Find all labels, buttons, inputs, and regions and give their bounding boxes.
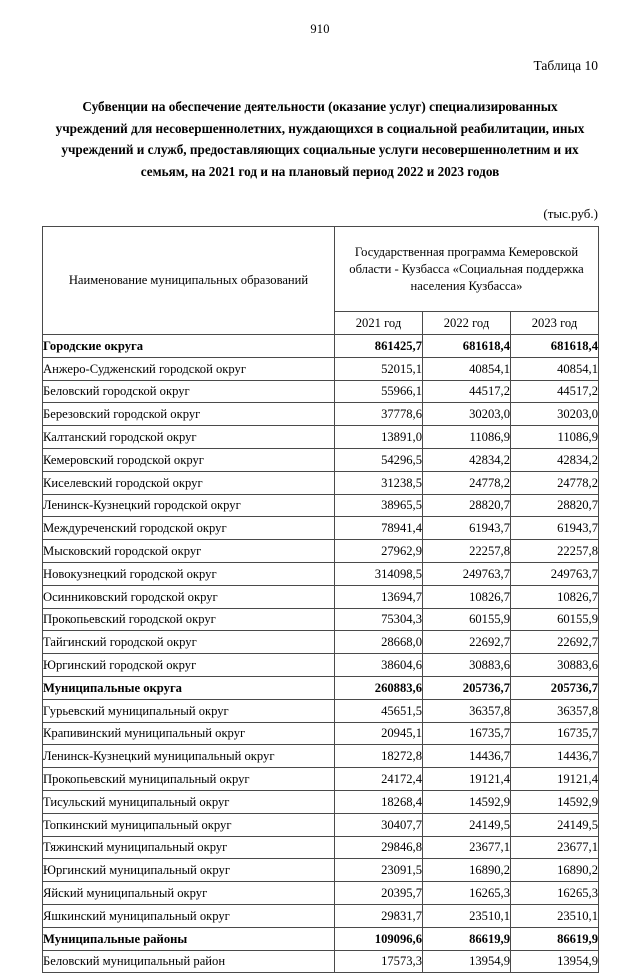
cell-amount-2022: 61943,7 [423, 517, 511, 540]
cell-amount-2021: 29846,8 [335, 836, 423, 859]
table-caption: Таблица 10 [533, 58, 598, 73]
cell-amount-2023: 23677,1 [511, 836, 599, 859]
cell-amount-2023: 40854,1 [511, 357, 599, 380]
cell-amount-2021: 27962,9 [335, 540, 423, 563]
cell-amount-2021: 38965,5 [335, 494, 423, 517]
cell-municipality-name: Новокузнецкий городской округ [43, 562, 335, 585]
cell-amount-2021: 20945,1 [335, 722, 423, 745]
cell-amount-2022: 86619,9 [423, 927, 511, 950]
cell-municipality-name: Беловский городской округ [43, 380, 335, 403]
cell-municipality-name: Калтанский городской округ [43, 426, 335, 449]
cell-amount-2022: 681618,4 [423, 335, 511, 358]
cell-amount-2022: 23510,1 [423, 904, 511, 927]
cell-amount-2022: 30883,6 [423, 654, 511, 677]
cell-amount-2021: 78941,4 [335, 517, 423, 540]
column-header-year-2023: 2023 год [511, 312, 599, 335]
table-row [43, 471, 599, 494]
cell-municipality-name: Юргинский городской округ [43, 654, 335, 677]
cell-municipality-name: Прокопьевский муниципальный округ [43, 768, 335, 791]
cell-amount-2021: 20395,7 [335, 882, 423, 905]
cell-amount-2021: 260883,6 [335, 676, 423, 699]
cell-amount-2022: 249763,7 [423, 562, 511, 585]
table-row [43, 585, 599, 608]
cell-amount-2022: 11086,9 [423, 426, 511, 449]
cell-municipality-name: Городские округа [43, 335, 335, 358]
cell-amount-2021: 75304,3 [335, 608, 423, 631]
table-row [43, 631, 599, 654]
cell-municipality-name: Березовский городской округ [43, 403, 335, 426]
cell-municipality-name: Тисульский муниципальный округ [43, 790, 335, 813]
cell-amount-2022: 36357,8 [423, 699, 511, 722]
cell-municipality-name: Осинниковский городской округ [43, 585, 335, 608]
cell-amount-2022: 23677,1 [423, 836, 511, 859]
table-row [43, 859, 599, 882]
cell-amount-2023: 86619,9 [511, 927, 599, 950]
cell-municipality-name: Яшкинский муниципальный округ [43, 904, 335, 927]
cell-amount-2021: 52015,1 [335, 357, 423, 380]
cell-amount-2023: 16265,3 [511, 882, 599, 905]
cell-amount-2021: 38604,6 [335, 654, 423, 677]
cell-amount-2021: 314098,5 [335, 562, 423, 585]
cell-amount-2023: 61943,7 [511, 517, 599, 540]
cell-amount-2022: 205736,7 [423, 676, 511, 699]
cell-amount-2021: 13891,0 [335, 426, 423, 449]
cell-amount-2021: 18268,4 [335, 790, 423, 813]
table-row [43, 357, 599, 380]
cell-amount-2022: 44517,2 [423, 380, 511, 403]
cell-municipality-name: Ленинск-Кузнецкий муниципальный округ [43, 745, 335, 768]
cell-municipality-name: Крапивинский муниципальный округ [43, 722, 335, 745]
table-row [43, 836, 599, 859]
cell-municipality-name: Мысковский городской округ [43, 540, 335, 563]
cell-municipality-name: Тяжинский муниципальный округ [43, 836, 335, 859]
cell-amount-2023: 14592,9 [511, 790, 599, 813]
cell-amount-2023: 11086,9 [511, 426, 599, 449]
cell-amount-2023: 681618,4 [511, 335, 599, 358]
cell-amount-2022: 22257,8 [423, 540, 511, 563]
cell-amount-2023: 10826,7 [511, 585, 599, 608]
page-number: 910 [310, 22, 330, 36]
cell-municipality-name: Юргинский муниципальный округ [43, 859, 335, 882]
cell-amount-2023: 16735,7 [511, 722, 599, 745]
table-header-row-main [43, 227, 599, 312]
cell-amount-2023: 23510,1 [511, 904, 599, 927]
table-row [43, 562, 599, 585]
cell-amount-2023: 19121,4 [511, 768, 599, 791]
cell-amount-2023: 249763,7 [511, 562, 599, 585]
cell-amount-2023: 28820,7 [511, 494, 599, 517]
cell-amount-2022: 24778,2 [423, 471, 511, 494]
cell-amount-2021: 17573,3 [335, 950, 423, 973]
table-header [43, 227, 599, 335]
table-row [43, 540, 599, 563]
cell-municipality-name: Муниципальные районы [43, 927, 335, 950]
cell-municipality-name: Анжеро-Судженский городской округ [43, 357, 335, 380]
cell-amount-2023: 24778,2 [511, 471, 599, 494]
cell-amount-2022: 19121,4 [423, 768, 511, 791]
cell-municipality-name: Топкинский муниципальный округ [43, 813, 335, 836]
page-title: Субвенции на обеспечение деятельности (оказание услуг) специализированных учреждений для несовершеннолетних, нуждающихся в социальной реабилитации, иных учреждений и служб, предоставляющих социальные услуги несовершеннолетним и их семьям, на 2021 год и на плановый период 2022 и 2023 годов [55, 99, 585, 179]
cell-amount-2023: 22692,7 [511, 631, 599, 654]
table-row [43, 950, 599, 973]
cell-amount-2021: 24172,4 [335, 768, 423, 791]
cell-amount-2023: 30883,6 [511, 654, 599, 677]
table-body [43, 335, 599, 973]
table-row [43, 403, 599, 426]
table-row [43, 882, 599, 905]
table-row [43, 745, 599, 768]
table-row [43, 448, 599, 471]
cell-amount-2021: 18272,8 [335, 745, 423, 768]
cell-amount-2021: 55966,1 [335, 380, 423, 403]
cell-amount-2022: 40854,1 [423, 357, 511, 380]
cell-amount-2022: 24149,5 [423, 813, 511, 836]
cell-amount-2021: 30407,7 [335, 813, 423, 836]
cell-municipality-name: Тайгинский городской округ [43, 631, 335, 654]
cell-amount-2022: 13954,9 [423, 950, 511, 973]
table-row [43, 426, 599, 449]
cell-amount-2023: 16890,2 [511, 859, 599, 882]
cell-amount-2023: 44517,2 [511, 380, 599, 403]
table-row [43, 380, 599, 403]
cell-amount-2023: 14436,7 [511, 745, 599, 768]
cell-amount-2021: 109096,6 [335, 927, 423, 950]
table-row [43, 494, 599, 517]
cell-municipality-name: Прокопьевский городской округ [43, 608, 335, 631]
cell-amount-2022: 22692,7 [423, 631, 511, 654]
cell-amount-2022: 28820,7 [423, 494, 511, 517]
cell-amount-2021: 54296,5 [335, 448, 423, 471]
cell-amount-2023: 36357,8 [511, 699, 599, 722]
cell-amount-2022: 10826,7 [423, 585, 511, 608]
column-header-municipality: Наименование муниципальных образований [43, 227, 335, 335]
cell-amount-2023: 22257,8 [511, 540, 599, 563]
column-header-year-2021: 2021 год [335, 312, 423, 335]
cell-amount-2022: 14592,9 [423, 790, 511, 813]
cell-amount-2023: 30203,0 [511, 403, 599, 426]
cell-amount-2023: 205736,7 [511, 676, 599, 699]
table-row [43, 654, 599, 677]
cell-amount-2022: 16735,7 [423, 722, 511, 745]
table-row [43, 768, 599, 791]
cell-municipality-name: Киселевский городской округ [43, 471, 335, 494]
cell-amount-2021: 29831,7 [335, 904, 423, 927]
cell-amount-2022: 30203,0 [423, 403, 511, 426]
table-row [43, 676, 599, 699]
cell-municipality-name: Кемеровский городской округ [43, 448, 335, 471]
cell-amount-2023: 42834,2 [511, 448, 599, 471]
cell-amount-2023: 13954,9 [511, 950, 599, 973]
table-row [43, 790, 599, 813]
table-row [43, 813, 599, 836]
cell-amount-2022: 16890,2 [423, 859, 511, 882]
table-row [43, 335, 599, 358]
cell-municipality-name: Междуреченский городской округ [43, 517, 335, 540]
cell-amount-2021: 23091,5 [335, 859, 423, 882]
table-row [43, 699, 599, 722]
cell-amount-2021: 28668,0 [335, 631, 423, 654]
cell-amount-2021: 13694,7 [335, 585, 423, 608]
cell-amount-2022: 14436,7 [423, 745, 511, 768]
table-row [43, 517, 599, 540]
subventions-table [42, 226, 599, 973]
cell-amount-2022: 16265,3 [423, 882, 511, 905]
cell-amount-2023: 60155,9 [511, 608, 599, 631]
cell-amount-2021: 37778,6 [335, 403, 423, 426]
cell-amount-2021: 31238,5 [335, 471, 423, 494]
cell-amount-2021: 45651,5 [335, 699, 423, 722]
cell-municipality-name: Беловский муниципальный район [43, 950, 335, 973]
cell-amount-2022: 60155,9 [423, 608, 511, 631]
column-header-program: Государственная программа Кемеровской области - Кузбасса «Социальная поддержка населения Кузбасса» [335, 227, 599, 312]
table-row [43, 904, 599, 927]
cell-municipality-name: Гурьевский муниципальный округ [43, 699, 335, 722]
table-row [43, 722, 599, 745]
cell-amount-2021: 861425,7 [335, 335, 423, 358]
cell-amount-2023: 24149,5 [511, 813, 599, 836]
cell-municipality-name: Ленинск-Кузнецкий городской округ [43, 494, 335, 517]
cell-municipality-name: Яйский муниципальный округ [43, 882, 335, 905]
table-row [43, 608, 599, 631]
cell-municipality-name: Муниципальные округа [43, 676, 335, 699]
table-row [43, 927, 599, 950]
cell-amount-2022: 42834,2 [423, 448, 511, 471]
table-container [42, 226, 598, 973]
units-label: (тыс.руб.) [543, 206, 598, 221]
column-header-year-2022: 2022 год [423, 312, 511, 335]
